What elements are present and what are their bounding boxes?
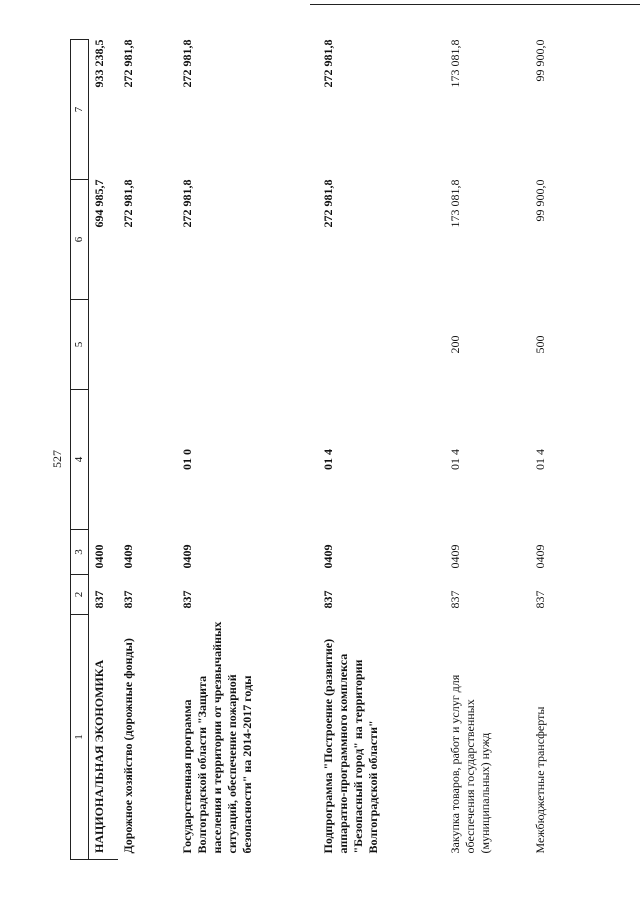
header-cell: 3	[71, 530, 89, 575]
cell-c7: 173 081,8	[448, 39, 462, 88]
cell-c2: 837	[121, 590, 135, 609]
header-cell: 4	[71, 390, 89, 530]
table-row	[177, 40, 318, 860]
row-name: НАЦИОНАЛЬНАЯ ЭКОНОМИКА	[89, 615, 119, 860]
cell-c3: 0409	[448, 544, 462, 569]
cell-c2: 837	[533, 590, 547, 609]
header-cell: 6	[71, 180, 89, 300]
cell-c5: 200	[448, 335, 462, 354]
rotated-table-wrapper	[70, 40, 605, 860]
budget-table	[70, 39, 573, 860]
row-name: Государственная программа Волгоградской области "Защита населения и территории от чрезвычайных ситуаций, обеспечение пожарной безопасности" на 2014-2017 годы	[180, 621, 254, 854]
row-name: Закупка товаров, работ и услуг для обеспечения государственных (муниципальных) нужд	[448, 674, 492, 854]
table-row	[318, 40, 445, 860]
cell-c4	[118, 390, 177, 530]
cell-c4: 01 4	[321, 449, 335, 470]
cell-c4: 01 0	[180, 449, 194, 470]
cell-c6: 694 985,7	[92, 179, 106, 228]
cell-c7: 272 981,8	[121, 39, 135, 88]
cell-c5	[318, 300, 445, 390]
page-number: 527	[50, 450, 64, 468]
cell-c4: 01 4	[448, 449, 462, 470]
cell-c6: 173 081,8	[448, 179, 462, 228]
cell-c2: 837	[92, 590, 106, 609]
header-cell: 2	[71, 575, 89, 615]
cell-c4	[89, 390, 119, 530]
cell-c3: 0409	[180, 544, 194, 569]
cell-c7: 272 981,8	[180, 39, 194, 88]
row-name: Подпрограмма "Построение (развитие) аппаратно-программного комплекса "Безопасный город" на территории Волгоградской области"	[321, 638, 380, 854]
cell-c2: 837	[180, 590, 194, 609]
cell-c4: 01 4	[533, 449, 547, 470]
cell-c5	[89, 300, 119, 390]
cell-c3: 0409	[533, 544, 547, 569]
cell-c2: 837	[448, 590, 462, 609]
cell-c5	[177, 300, 318, 390]
cell-c7: 99 900,0	[533, 39, 547, 82]
cell-c7: 933 238,5	[92, 39, 106, 88]
cell-c7: 272 981,8	[321, 39, 335, 88]
cell-c5: 500	[533, 335, 547, 354]
cell-c6: 272 981,8	[321, 179, 335, 228]
top-rule	[310, 4, 640, 5]
header-cell: 7	[71, 40, 89, 180]
cell-c6: 99 900,0	[533, 179, 547, 222]
cell-c6: 272 981,8	[121, 179, 135, 228]
cell-c6: 272 981,8	[180, 179, 194, 228]
cell-c3: 0409	[121, 544, 135, 569]
cell-c2: 837	[321, 590, 335, 609]
table-row	[89, 40, 119, 860]
header-row	[71, 40, 89, 860]
row-name: Дорожное хозяйство (дорожные фонды)	[121, 638, 135, 854]
header-cell: 5	[71, 300, 89, 390]
header-cell: 1	[71, 615, 89, 860]
table-row	[118, 40, 177, 860]
cell-c3: 0400	[92, 544, 106, 569]
cell-c3: 0409	[321, 544, 335, 569]
row-name: Межбюджетные трансферты	[533, 706, 547, 854]
table-row	[445, 40, 530, 860]
cell-c5	[118, 300, 177, 390]
table-row	[530, 40, 573, 860]
